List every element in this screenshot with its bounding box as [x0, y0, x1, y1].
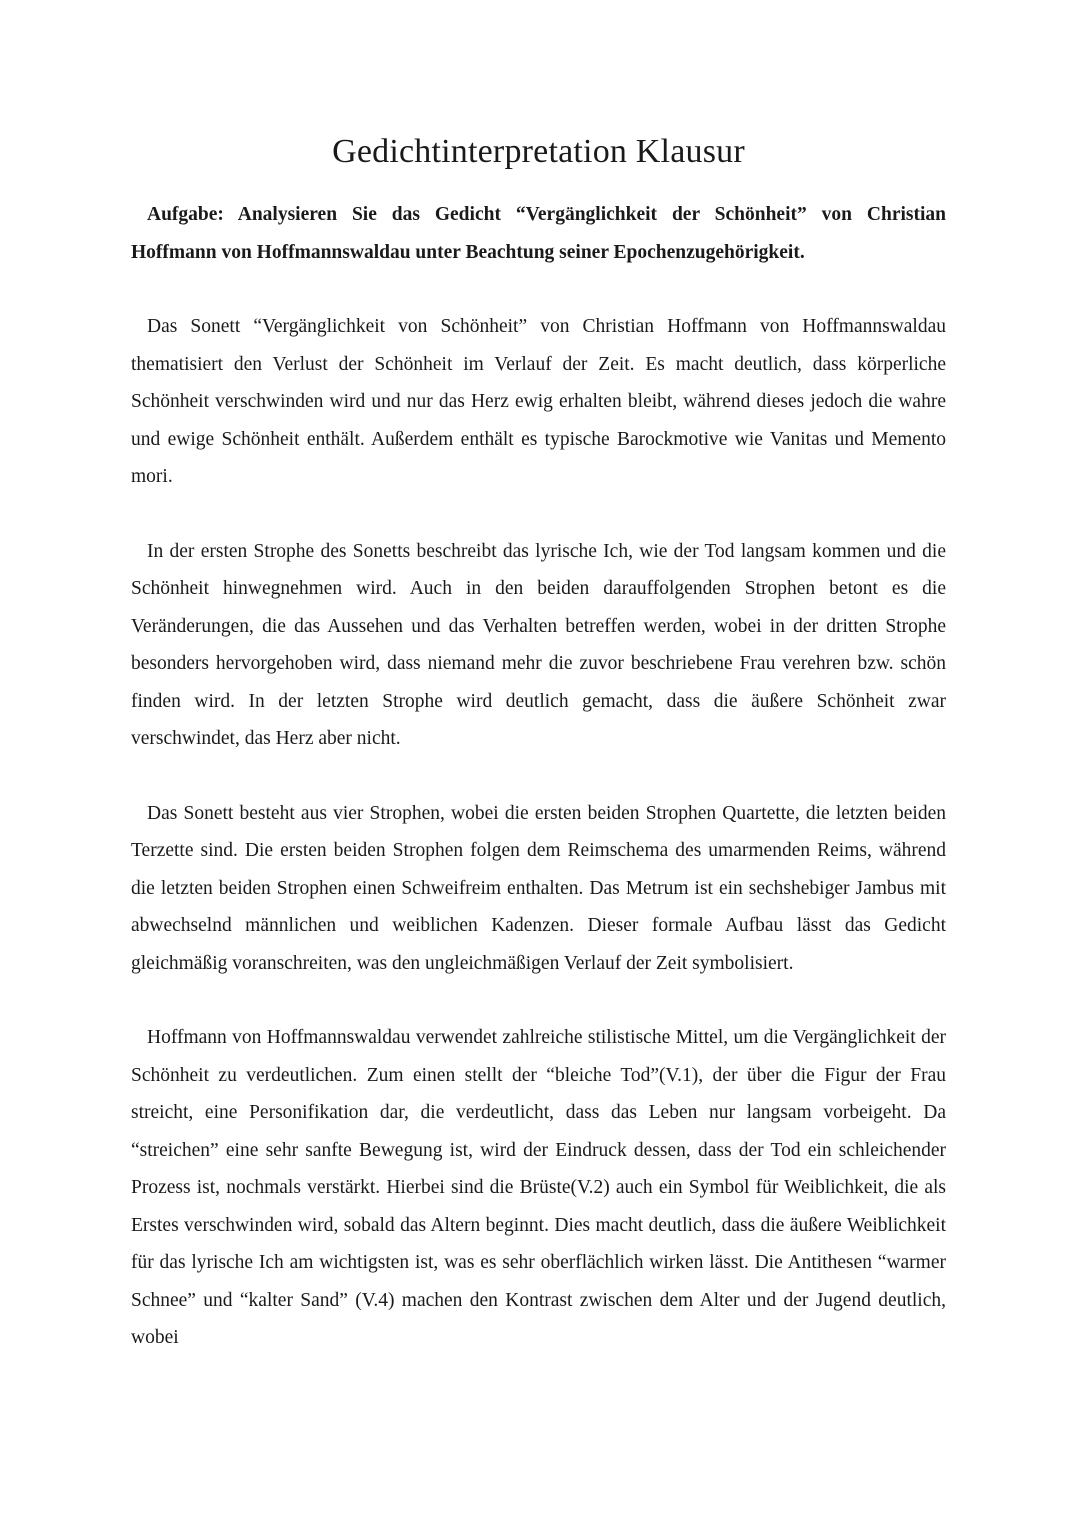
document-page — [131, 128, 946, 1357]
paragraph-form: Das Sonett besteht aus vier Strophen, wobei die ersten beiden Strophen Quartette, die letzten beiden Terzette sind. Die ersten beiden Strophen folgen dem Reimschema des umarmenden Reims, während die letzten beiden Strophen einen Schweifreim enthalten. Das Metrum ist ein sechshebiger Jambus mit abwechselnd männlichen und weiblichen Kadenzen. Dieser formale Aufbau lässt das Gedicht gleichmäßig voranschreiten, was den ungleichmäßigen Verlauf der Zeit symbolisiert. — [131, 802, 946, 974]
paragraph-style: Hoffmann von Hoffmannswaldau verwendet zahlreiche stilistische Mittel, um die Vergänglichkeit der Schönheit zu verdeutlichen. Zum einen stellt der “bleiche Tod”(V.1), der über die Figur der Frau streicht, eine Personifikation dar, die verdeutlicht, dass das Leben nur langsam vorbeigeht. Da “streichen” eine sehr sanfte Bewegung ist, wird der Eindruck dessen, dass der Tod ein schleichender Prozess ist, nochmals verstärkt. Hierbei sind die Brüste(V.2) auch ein Symbol für Weiblichkeit, die als Erstes verschwinden wird, sobald das Altern beginnt. Dies macht deutlich, dass die äußere Weiblichkeit für das lyrische Ich am wichtigsten ist, was es sehr oberflächlich wirken lässt. Die Antithesen “warmer Schnee” und “kalter Sand” (V.4) machen den Kontrast zwischen dem Alter und der Jugend deutlich, wobei — [131, 1027, 946, 1348]
paragraph-content: In der ersten Strophe des Sonetts beschreibt das lyrische Ich, wie der Tod langsam kommen und die Schönheit hinwegnehmen wird. Auch in den beiden darauffolgenden Strophen betont es die Veränderungen, die das Aussehen und das Verhalten betreffen werden, wobei in der dritten Strophe besonders hervorgehoben wird, dass niemand mehr die zuvor beschriebene Frau verehren bzw. schön finden wird. In der letzten Strophe wird deutlich gemacht, dass die äußere Schönheit zwar verschwindet, das Herz aber nicht. — [131, 540, 946, 749]
task-statement: Aufgabe: Analysieren Sie das Gedicht “Vergänglichkeit der Schönheit” von Christian Hoffmann von Hoffmannswaldau unter Beachtung seiner Epochenzugehörigkeit. — [131, 204, 946, 263]
paragraph-intro: Das Sonett “Vergänglichkeit von Schönheit” von Christian Hoffmann von Hoffmannswaldau thematisiert den Verlust der Schönheit im Verlauf der Zeit. Es macht deutlich, dass körperliche Schönheit verschwinden wird und nur das Herz ewig erhalten bleibt, während dieses jedoch die wahre und ewige Schönheit enthält. Außerdem enthält es typische Barockmotive wie Vanitas und Memento mori. — [131, 316, 946, 487]
document-title: Gedichtinterpretation Klausur — [332, 133, 745, 170]
